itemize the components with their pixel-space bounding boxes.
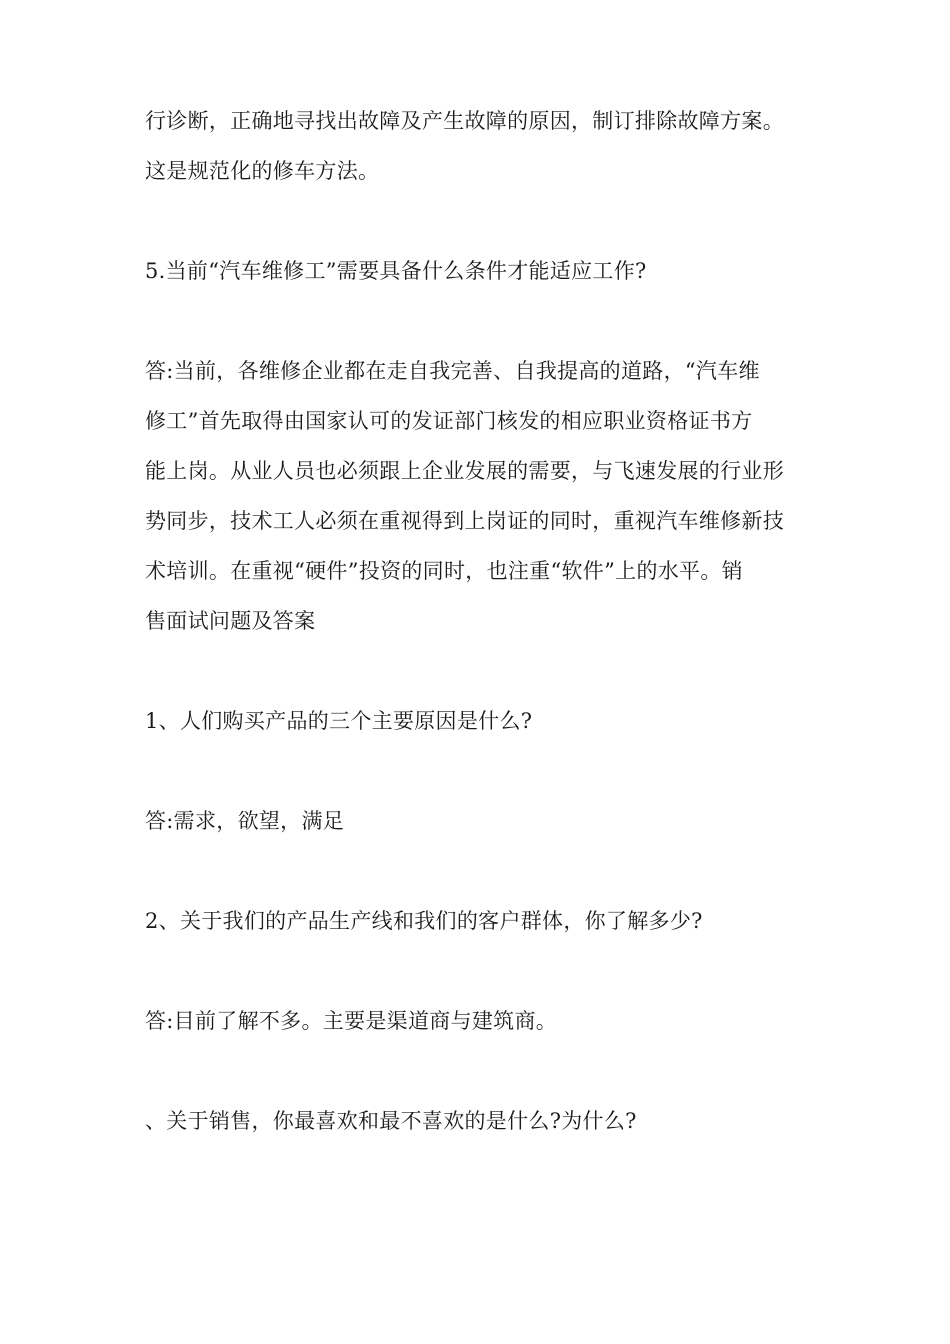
answer-line: 答:需求，欲望，满足 — [145, 809, 345, 833]
question-heading: 1、人们购买产品的三个主要原因是什么? — [145, 709, 533, 733]
text-line: 售面试问题及答案 — [145, 609, 316, 633]
text-line: 能上岗。从业人员也必须跟上企业发展的需要，与飞速发展的行业形 — [145, 459, 784, 483]
question-heading: 5.当前“汽车维修工”需要具备什么条件才能适应工作? — [145, 259, 647, 283]
text-line: 行诊断，正确地寻找出故障及产生故障的原因，制订排除故障方案。 — [145, 109, 784, 133]
text-line: 答:当前，各维修企业都在走自我完善、自我提高的道路，“汽车维 — [145, 359, 760, 383]
text-line: 势同步，技术工人必须在重视得到上岗证的同时，重视汽车维修新技 — [145, 509, 784, 533]
text-line: 术培训。在重视“硬件”投资的同时，也注重“软件”上的水平。销 — [145, 559, 743, 583]
text-line: 这是规范化的修车方法。 — [145, 159, 380, 183]
answer-line: 答:目前了解不多。主要是渠道商与建筑商。 — [145, 1009, 558, 1033]
question-heading: 2、关于我们的产品生产线和我们的客户群体，你了解多少? — [145, 909, 703, 933]
text-line: 修工”首先取得由国家认可的发证部门核发的相应职业资格证书方 — [145, 409, 753, 433]
question-heading: 、关于销售，你最喜欢和最不喜欢的是什么?为什么? — [145, 1109, 637, 1133]
